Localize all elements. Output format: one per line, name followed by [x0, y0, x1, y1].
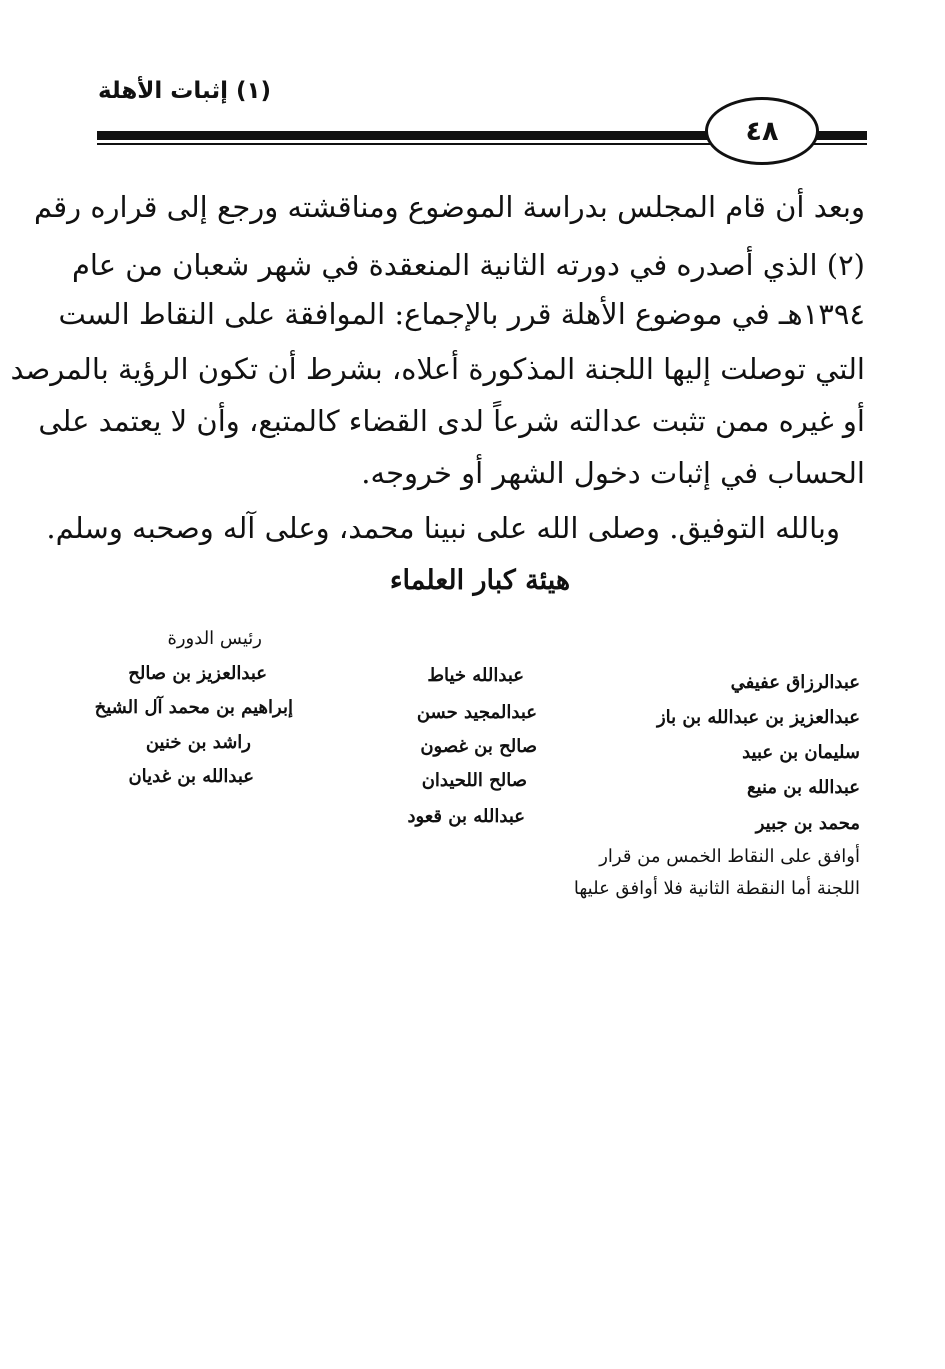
page-number: ٤٨ — [745, 115, 779, 147]
signatory-left-1: عبدالعزيز بن صالح — [128, 663, 267, 684]
signatory-right-1: عبدالرزاق عفيفي — [730, 672, 860, 693]
reservation-note-2: اللجنة أما النقطة الثانية فلا أوافق عليها — [573, 878, 860, 899]
signatory-left-3: راشد بن خنين — [145, 732, 251, 753]
running-header-title: (١) إثبات الأهلة — [98, 78, 272, 104]
signatory-middle-1: عبدالله خياط — [427, 665, 524, 686]
signatory-middle-3: صالح بن غصون — [420, 736, 537, 757]
body-line-5: أو غيره ممن تثبت عدالته شرعاً لدى القضاء كالمتبع، وأن لا يعتمد على — [38, 404, 865, 438]
signatory-middle-4: صالح اللحيدان — [421, 770, 527, 791]
signatory-right-4: عبدالله بن منيع — [746, 777, 860, 798]
signatory-left-4: عبدالله بن غديان — [128, 766, 254, 787]
signatory-middle-5: عبدالله بن قعود — [407, 806, 525, 827]
committee-title: هيئة كبار العلماء — [389, 565, 571, 596]
signatory-middle-2: عبدالمجيد حسن — [416, 702, 537, 723]
body-line-2: (٢) الذي أصدره في دورته الثانية المنعقدة في شهر شعبان من عام — [71, 248, 865, 282]
reservation-note-1: أوافق على النقاط الخمس من قرار — [599, 846, 860, 867]
body-line-3: ١٣٩٤هـ في موضوع الأهلة قرر بالإجماع: الموافقة على النقاط الست — [58, 297, 865, 331]
signatory-right-2: عبدالعزيز بن عبدالله بن باز — [656, 707, 860, 728]
signatory-left-2: إبراهيم بن محمد آل الشيخ — [94, 697, 293, 718]
body-line-1: وبعد أن قام المجلس بدراسة الموضوع ومناقشته ورجع إلى قراره رقم — [33, 190, 865, 224]
signatory-right-3: سليمان بن عبيد — [742, 742, 860, 763]
body-line-4: التي توصلت إليها اللجنة المذكورة أعلاه، بشرط أن تكون الرؤية بالمرصد — [10, 352, 865, 386]
session-chair-label: رئيس الدورة — [167, 628, 262, 649]
page-number-oval — [705, 97, 819, 165]
closing-line: وبالله التوفيق. وصلى الله على نبينا محمد، وعلى آله وصحبه وسلم. — [46, 511, 840, 545]
signatory-right-5: محمد بن جبير — [755, 813, 860, 834]
body-line-6: الحساب في إثبات دخول الشهر أو خروجه. — [361, 456, 865, 490]
